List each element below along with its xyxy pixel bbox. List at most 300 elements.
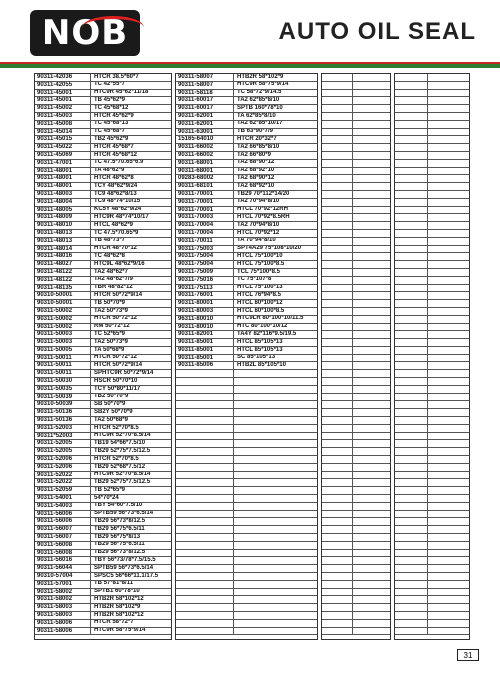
empty-table-row: [395, 503, 469, 511]
page-header: [0, 0, 500, 68]
cell-divider: [427, 409, 428, 416]
table-row: [176, 378, 317, 386]
cell-divider: [427, 628, 428, 635]
cell-divider: [352, 503, 353, 510]
cell-divider: [427, 238, 428, 245]
seal-spec: TA2 70*94*8/10: [237, 222, 280, 228]
empty-table-row: [395, 316, 469, 324]
part-code: [176, 511, 234, 518]
seal-spec: SC 85*105*13: [237, 354, 276, 361]
part-code: [176, 534, 234, 541]
cell-divider: [352, 518, 353, 525]
part-code: 90311-52006: [35, 456, 91, 463]
seal-spec: TB 63*90*7/9: [237, 128, 274, 135]
cell-divider: [427, 152, 428, 159]
seal-spec: TB19 54*66*7.5/10: [94, 440, 146, 447]
cell-divider: [352, 542, 353, 549]
empty-table-row: [395, 261, 469, 269]
empty-table-row: [395, 534, 469, 542]
cell-divider: [352, 386, 353, 393]
empty-table-row: [322, 542, 390, 550]
table-column-1: [34, 73, 172, 640]
table-row: [176, 144, 317, 152]
seal-spec: TC 47.5*70.65*9: [94, 229, 139, 236]
part-code: 90311*52003: [35, 433, 91, 440]
empty-table-row: [322, 550, 390, 558]
empty-table-row: [322, 581, 390, 589]
empty-table-row: [395, 222, 469, 230]
empty-table-row: [395, 136, 469, 144]
table-row: [35, 503, 171, 511]
seal-spec: TCL 75*100*8.5: [237, 268, 280, 275]
part-code: 90311-48003: [35, 191, 91, 198]
part-code: 90311-75016: [176, 277, 234, 284]
cell-divider: [427, 129, 428, 136]
part-code: 90311-62001: [176, 121, 234, 128]
empty-table-row: [322, 511, 390, 519]
empty-table-row: [322, 121, 390, 129]
seal-spec: HTB2R 58*102*12: [94, 596, 144, 603]
cell-divider: [427, 121, 428, 128]
cell-divider: [352, 222, 353, 229]
cell-divider: [352, 526, 353, 533]
empty-table-row: [395, 628, 469, 636]
cell-divider: [427, 589, 428, 596]
table-row: [176, 433, 317, 441]
seal-spec: HTCL 76*94*8.5: [237, 292, 281, 298]
part-code: 90311-75004: [176, 253, 234, 260]
seal-spec: HTCL 70*92*8.5RH: [237, 214, 290, 220]
part-code: 90311-56016: [35, 557, 91, 564]
seal-spec: HTC9R 45*62*11/18: [94, 89, 149, 96]
cell-divider: [352, 589, 353, 596]
table-row: [35, 191, 171, 199]
part-code: [176, 581, 234, 588]
seal-spec: TA 70*94*8/10: [237, 237, 276, 244]
empty-table-row: [395, 285, 469, 293]
cell-divider: [427, 440, 428, 447]
seal-spec: RM 50*72*12: [94, 323, 130, 330]
part-code: 90311-50011: [35, 370, 91, 377]
table-row: [176, 417, 317, 425]
cell-divider: [427, 300, 428, 307]
seal-spec: HTCR 20*32*7: [237, 136, 277, 143]
table-row: [35, 511, 171, 519]
part-code: 90311-66002: [176, 152, 234, 159]
table-row: [35, 285, 171, 293]
part-code: [176, 604, 234, 611]
empty-table-row: [395, 464, 469, 472]
seal-spec: HTCR 52*70*8.5: [94, 424, 139, 431]
table-row: [176, 300, 317, 308]
cell-divider: [427, 394, 428, 401]
seal-spec: SPHTC9R 50*72*9/14: [94, 370, 154, 376]
table-row: [176, 246, 317, 254]
table-row: [176, 90, 317, 98]
table-row: [176, 316, 317, 324]
seal-spec: SPSC5 56*66*11.1/17.5: [94, 573, 159, 579]
table-row: [35, 175, 171, 183]
part-code: 90311-50136: [35, 417, 91, 424]
seal-spec: SPTB59 56*73*6.5/14: [94, 510, 154, 517]
cell-divider: [352, 74, 353, 81]
cell-divider: [352, 550, 353, 557]
empty-table-row: [322, 386, 390, 394]
cell-divider: [352, 448, 353, 455]
cell-divider: [427, 160, 428, 167]
part-code: 90311-80003: [176, 308, 234, 315]
table-row: [176, 401, 317, 409]
table-row: [176, 261, 317, 269]
part-code: [176, 612, 234, 619]
part-code: 90311-56006: [35, 518, 91, 525]
cell-divider: [352, 355, 353, 362]
cell-divider: [352, 90, 353, 97]
part-code: 90311-45001: [35, 90, 91, 97]
seal-spec: TB 50*70*9: [94, 300, 126, 306]
empty-table-row: [322, 152, 390, 160]
part-code: 90311-50003: [35, 331, 91, 338]
logo-arc-decoration: [82, 16, 144, 39]
empty-table-row: [395, 526, 469, 534]
part-code: 90311-50002: [35, 308, 91, 315]
logo-text: NOB: [41, 13, 129, 53]
empty-table-row: [395, 331, 469, 339]
table-row: [176, 503, 317, 511]
table-row: [176, 386, 317, 394]
seal-spec: TC 58*72*9/14.5: [237, 89, 282, 96]
part-code: [176, 495, 234, 502]
table-row: [35, 300, 171, 308]
cell-divider: [427, 292, 428, 299]
table-row: [35, 557, 171, 565]
seal-spec: TCY 50*80*11/17: [94, 385, 141, 392]
empty-table-row: [395, 362, 469, 370]
empty-table-row: [395, 417, 469, 425]
cell-divider: [427, 534, 428, 541]
empty-table-row: [322, 292, 390, 300]
cell-divider: [427, 596, 428, 603]
part-code: 90311-70003: [176, 214, 234, 221]
part-code: 90310-50001: [35, 300, 91, 307]
empty-table-row: [395, 97, 469, 105]
part-code: 90311-58118: [176, 90, 234, 97]
empty-table-row: [395, 487, 469, 495]
empty-table-row: [322, 183, 390, 191]
seal-spec: HTB2R 58*102*9: [237, 74, 284, 80]
part-code: 90311-75003: [176, 246, 234, 253]
empty-table-row: [322, 277, 390, 285]
seal-spec: HTCR 58*72*7: [94, 619, 134, 626]
seal-spec: TA 48*62*9: [94, 167, 125, 174]
part-code: 90310-50001: [35, 292, 91, 299]
part-code: 90311-52022: [35, 479, 91, 486]
part-code: 90311-48001: [35, 168, 91, 175]
table-row: [176, 394, 317, 402]
table-row: [35, 136, 171, 144]
part-code: 90311-68101: [176, 183, 234, 190]
table-row: [176, 495, 317, 503]
table-row: [35, 589, 171, 597]
table-row: [35, 394, 171, 402]
cell-divider: [352, 495, 353, 502]
seal-spec: SPTB1 60*78*10: [94, 588, 140, 595]
table-row: [35, 409, 171, 417]
cell-divider: [352, 324, 353, 331]
table-row: [35, 433, 171, 441]
cell-divider: [352, 97, 353, 104]
part-code: 96311-80010: [176, 316, 234, 323]
seal-spec: HTCR 52*70*8.5: [94, 456, 139, 462]
empty-table-row: [322, 308, 390, 316]
empty-table-row: [322, 440, 390, 448]
cell-divider: [427, 90, 428, 97]
empty-table-row: [322, 74, 390, 82]
part-code: 90311-52022: [35, 472, 91, 479]
empty-table-row: [322, 362, 390, 370]
seal-spec: TA4Y 82*116*9.5/19.5: [237, 331, 297, 337]
empty-table-row: [395, 448, 469, 456]
part-code: 90311-45008: [35, 121, 91, 128]
part-code: [176, 394, 234, 401]
table-row: [35, 105, 171, 113]
table-row: [176, 253, 317, 261]
part-code: [176, 479, 234, 486]
cell-divider: [352, 160, 353, 167]
seal-spec: TBY 56*73/78*7.5/15.5: [94, 557, 156, 564]
part-code: [176, 487, 234, 494]
empty-table-row: [322, 261, 390, 269]
cell-divider: [352, 144, 353, 151]
cell-divider: [352, 136, 353, 143]
seal-spec: HTCR 45*68*12: [94, 151, 138, 158]
table-row: [35, 448, 171, 456]
part-code: 90311-48122: [35, 269, 91, 276]
empty-table-row: [322, 503, 390, 511]
table-row: [176, 82, 317, 90]
part-code: 90310-57004: [35, 573, 91, 580]
part-code: 90311-68001: [176, 168, 234, 175]
part-code: [176, 386, 234, 393]
table-row: [176, 628, 317, 636]
cell-divider: [352, 472, 353, 479]
table-row: [35, 628, 171, 636]
cell-divider: [427, 495, 428, 502]
empty-table-row: [322, 596, 390, 604]
empty-table-row: [395, 620, 469, 628]
cell-divider: [427, 433, 428, 440]
part-code: 90311-54001: [35, 495, 91, 502]
part-code: 90311-47001: [35, 160, 91, 167]
part-code: 90311-70001: [176, 191, 234, 198]
seal-spec: TA2 66*85*8/10: [237, 144, 280, 150]
seal-spec: HTC9R 52*70*8.5/14: [94, 471, 151, 478]
table-row: [35, 331, 171, 339]
seal-spec: HTC9R 58*75*9/14: [237, 81, 289, 88]
empty-table-row: [395, 472, 469, 480]
table-row: [176, 97, 317, 105]
table-row: [176, 308, 317, 316]
table-row: [176, 589, 317, 597]
seal-spec: HTC9L 48*62*9/16: [94, 261, 145, 267]
empty-table-row: [395, 378, 469, 386]
part-code: 90311-85006: [176, 362, 234, 369]
empty-table-row: [322, 214, 390, 222]
part-code: 90311-50011: [35, 362, 91, 369]
brand-logo: [30, 10, 140, 56]
seal-spec: HTCL 70*92*12RH: [237, 206, 288, 213]
part-code: 90311-56044: [35, 565, 91, 572]
cell-divider: [427, 362, 428, 369]
cell-divider: [352, 82, 353, 89]
cell-divider: [352, 214, 353, 221]
seal-spec: TA2 70*94*8/10: [237, 198, 280, 205]
empty-table-row: [322, 495, 390, 503]
empty-table-row: [395, 82, 469, 90]
part-code: [176, 401, 234, 408]
cell-divider: [427, 269, 428, 276]
part-code: 09283-68002: [176, 175, 234, 182]
empty-table-row: [395, 246, 469, 254]
table-row: [35, 97, 171, 105]
empty-table-row: [395, 238, 469, 246]
cell-divider: [427, 207, 428, 214]
seal-spec: TB29 56*75*8/13: [94, 534, 141, 540]
empty-table-row: [322, 160, 390, 168]
empty-table-row: [322, 238, 390, 246]
seal-spec: TA2 48*62*7: [94, 268, 128, 275]
cell-divider: [352, 121, 353, 128]
table-column-2: [175, 73, 318, 640]
empty-table-row: [322, 604, 390, 612]
seal-spec: HTC9R 52*70*8.5/14: [94, 432, 151, 439]
empty-table-row: [395, 495, 469, 503]
table-row: [35, 479, 171, 487]
empty-table-row: [395, 401, 469, 409]
seal-spec: TA2 50*73*9: [94, 307, 128, 314]
part-code: 90311-58007: [176, 82, 234, 89]
part-code: [176, 526, 234, 533]
cell-divider: [427, 191, 428, 198]
table-row: [35, 277, 171, 285]
seal-spec: TBR 48*82*12: [94, 284, 133, 291]
table-row: [35, 472, 171, 480]
empty-table-row: [395, 440, 469, 448]
cell-divider: [427, 604, 428, 611]
cell-divider: [352, 479, 353, 486]
part-code: 90311-85001: [176, 339, 234, 346]
empty-table-row: [322, 199, 390, 207]
seal-spec: TB2 45*62*9: [94, 136, 129, 143]
part-code: 90311-82001: [176, 331, 234, 338]
seal-spec: HTCL 48*62*9: [94, 222, 133, 228]
part-code: 90311-68001: [176, 160, 234, 167]
seal-spec: TC9 48*74*10/15: [94, 198, 141, 205]
oil-seal-table: [34, 73, 470, 640]
cell-divider: [427, 339, 428, 346]
seal-spec: TCY 48*62*9/24: [94, 183, 138, 189]
seal-spec: TC 47.5*70.65*6.9: [94, 159, 144, 166]
cell-divider: [352, 129, 353, 136]
empty-table-row: [395, 511, 469, 519]
cell-divider: [352, 370, 353, 377]
part-code: 90311-42055: [35, 82, 91, 89]
empty-table-row: [322, 573, 390, 581]
seal-spec: TA2 68*90*12: [237, 159, 275, 166]
table-row: [176, 222, 317, 230]
part-code: [176, 620, 234, 627]
part-code: [176, 433, 234, 440]
table-row: [35, 90, 171, 98]
cell-divider: [427, 456, 428, 463]
table-row: [35, 74, 171, 82]
table-row: [176, 370, 317, 378]
table-row: [35, 222, 171, 230]
seal-spec: TA2 68*90*12: [237, 175, 275, 182]
seal-spec: HTCL 80*100*12: [237, 300, 283, 306]
table-row: [35, 214, 171, 222]
part-code: 90311-70004: [176, 230, 234, 237]
seal-spec: TB29 56*75*6.5/11: [94, 541, 145, 548]
part-code: 90311-70001: [176, 207, 234, 214]
empty-table-row: [322, 82, 390, 90]
empty-table-row: [395, 113, 469, 121]
cell-divider: [427, 565, 428, 572]
cell-divider: [427, 620, 428, 627]
cell-divider: [352, 113, 353, 120]
cell-divider: [427, 448, 428, 455]
cell-divider: [352, 183, 353, 190]
cell-divider: [352, 401, 353, 408]
empty-table-row: [395, 355, 469, 363]
empty-table-row: [395, 542, 469, 550]
table-row: [35, 417, 171, 425]
part-code: 90311-58002: [35, 596, 91, 603]
cell-divider: [352, 347, 353, 354]
table-row: [35, 308, 171, 316]
cell-divider: [352, 456, 353, 463]
part-code: 15165-64010: [176, 136, 234, 143]
empty-table-row: [395, 573, 469, 581]
cell-divider: [427, 214, 428, 221]
table-row: [176, 604, 317, 612]
seal-spec: HTCL 75*100*8.5: [237, 261, 285, 267]
part-code: 90311-50011: [35, 355, 91, 362]
empty-table-row: [395, 152, 469, 160]
table-row: [176, 168, 317, 176]
empty-table-row: [322, 487, 390, 495]
part-code: 90311-48001: [35, 175, 91, 182]
empty-table-row: [322, 316, 390, 324]
empty-table-row: [322, 207, 390, 215]
cell-divider: [427, 550, 428, 557]
cell-divider: [427, 355, 428, 362]
seal-spec: TC 75*107*8: [237, 276, 272, 283]
cell-divider: [352, 105, 353, 112]
part-code: 90311-54003: [35, 503, 91, 510]
seal-spec: HTC9R 58*75*9/14: [94, 627, 146, 634]
empty-table-row: [322, 620, 390, 628]
table-row: [176, 121, 317, 129]
table-row: [176, 472, 317, 480]
empty-table-row: [395, 292, 469, 300]
table-row: [35, 550, 171, 558]
seal-spec: TA2 68*92*10: [237, 167, 275, 174]
cell-divider: [427, 542, 428, 549]
cell-divider: [352, 207, 353, 214]
empty-table-row: [395, 596, 469, 604]
empty-table-row: [322, 425, 390, 433]
